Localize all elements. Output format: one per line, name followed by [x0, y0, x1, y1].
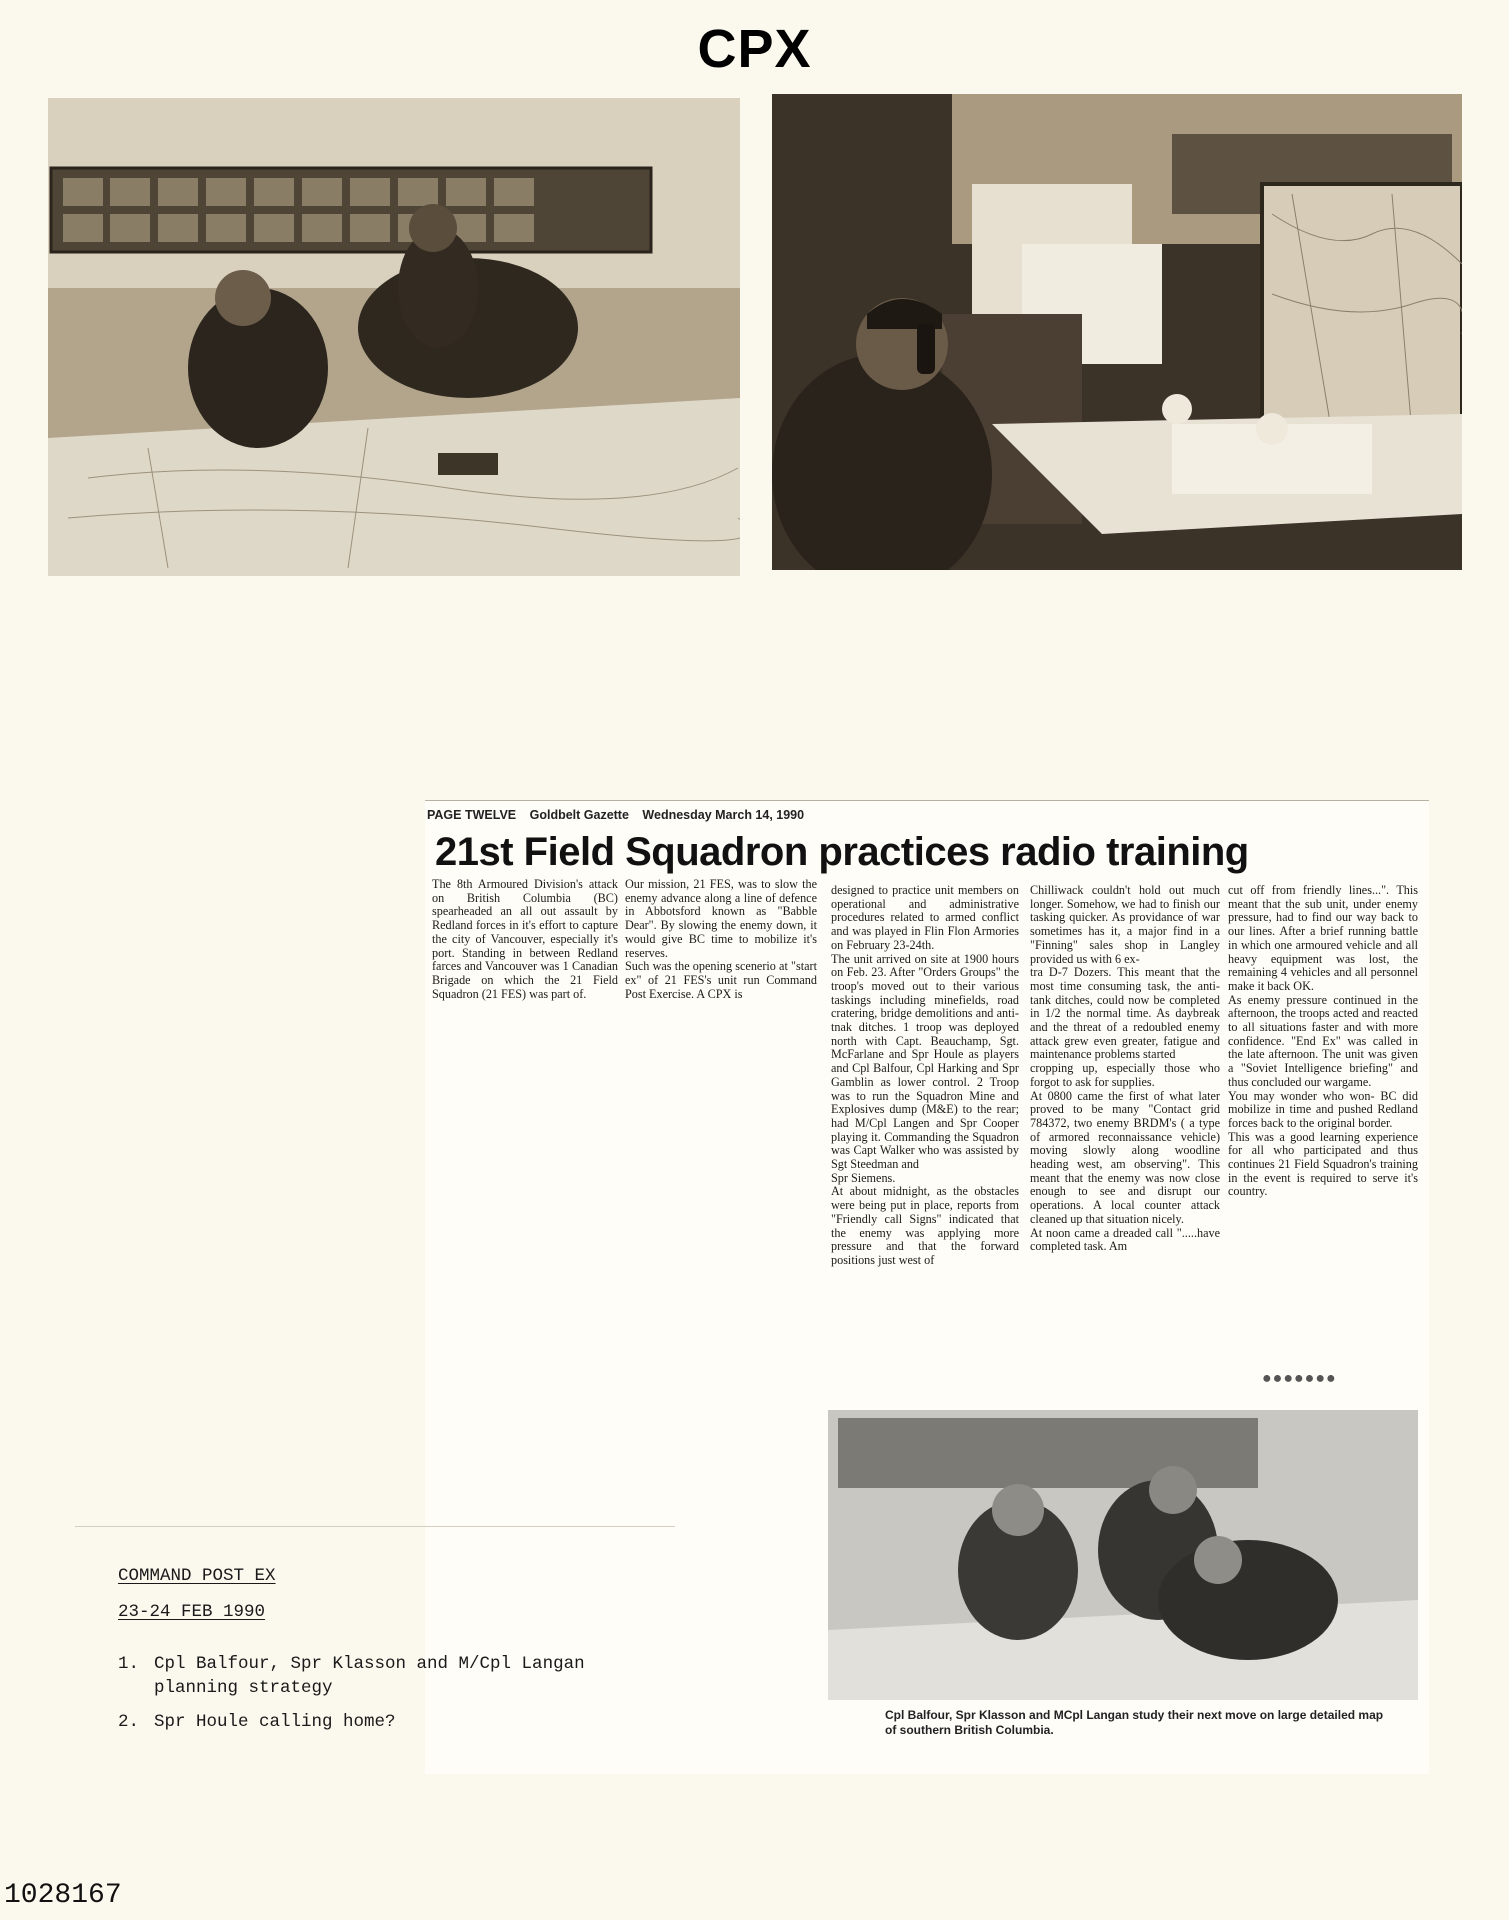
- note-item: [118, 1710, 678, 1734]
- article-column-1: The 8th Armoured Division's attack on British Columbia (BC) spearheaded an all out assault by Redland forces in it's effort to capture the city of Vancouver, especially it's port. Standing in between Redland farces and Vancouver was 1 Canadian Brigade on which the 21 Field Squadron (21 FES) was part of.: [432, 878, 618, 1001]
- article-column-5: cut off from friendly lines...". This meant that the sub unit, under enemy pressure, had to find our way back to our lines. After a brief running battle in which one armoured vehicle and all heavy equipment was lost, the remaining 4 vehicles and all personnel make it back OK. As enemy pressure continued in the afternoon, the troops acted and reacted to all situations faster and with more confidence. "End Ex" was called in the late afternoon. The unit was given a "Soviet Intelligence briefing" and thus concluded our wargame. You may wonder who won- BC did mobilize in time and pushed Redland forces back to the original border. This was a good learning experience for all who participated and thus continues 21 Field Squadron's training in the event is required to serve it's country.: [1228, 884, 1418, 1199]
- note-item-list: [118, 1652, 678, 1744]
- clipping-header: [427, 808, 814, 822]
- clipping-header-rule: [425, 800, 1429, 801]
- article-column-3: designed to practice unit members on operational and administrative procedures related to armed conflict and was played in Flin Flon Armories on February 23-24th. The unit arrived on site at 1900 hours on Feb. 23. After "Orders Groups" the troop's moved out to their various taskings including minefields, road cratering, bridge demolitions and anti-tnak ditches. 1 troop was deployed north with Capt. Beauchamp, Sgt. McFarlane and Spr Houle as players and Cpl Balfour, Cpl Harking and Spr Gamblin as lower control. 2 Troop was to run the Squadron Mine and Explosives dump (M&E) to the rear; had M/Cpl Langen and Spr Cooper playing it. Commanding the Squadron was Capt Walker who was assisted by Sgt Steedman and Spr Siemens. At about midnight, as the obstacles were being put in place, reports from "Friendly call Signs" indicated that the enemy was applying more pressure and that the forward positions just west of: [831, 884, 1019, 1267]
- clipping-paper-name: Goldbelt Gazette: [529, 808, 629, 822]
- clipping-date: Wednesday March 14, 1990: [642, 808, 805, 822]
- article-separator: ●●●●●●●: [1262, 1370, 1337, 1387]
- photo-calling-home: [772, 94, 1462, 570]
- note-item-text: Cpl Balfour, Spr Klasson and M/Cpl Langan planning strategy: [154, 1654, 585, 1698]
- article-column-4: Chilliwack couldn't hold out much longer. Somehow, we had to finish our tasking quicker. As providance of war sometimes has it, a major find in a "Finning" sales shop in Langley provided us with 6 ex- tra D-7 Dozers. This meant that the most time consuming task, the anti-tank ditches, could now be completed in 1/2 the normal time. As daybreak and the threat of a redoubled enemy attack grew even greater, fatigue and maintenance problems started cropping up, especially those who forgot to ask for supplies. At 0800 came the first of what later proved to be many "Contact grid 784372, two enemy BRDM's ( a type of armored reconnaissance vehicle) moving slowly along woodline heading west, am observing". This meant that the enemy was now close enough to see and disrupt our operations. A local counter attack cleaned up that situation nicely. At noon came a dreaded call ".....have completed task. Am: [1030, 884, 1220, 1254]
- note-title: COMMAND POST EX: [118, 1566, 276, 1586]
- note-item-text: Spr Houle calling home?: [154, 1712, 396, 1732]
- note-item: [118, 1652, 678, 1700]
- article-column-2: Our mission, 21 FES, was to slow the enemy advance along a line of defence in Abbotsford known as "Babble Dear". By slowing the enemy down, it would give BC time to mobilize it's reserves. Such was the opening scenerio at "start ex" of 21 FES's unit run Command Post Exercise. A CPX is: [625, 878, 817, 1001]
- note-item-number: 2.: [118, 1712, 140, 1732]
- newspaper-photo: [828, 1410, 1418, 1700]
- article-headline: 21st Field Squadron practices radio training: [435, 830, 1249, 874]
- note-dates: 23-24 FEB 1990: [118, 1602, 266, 1622]
- photo-planning-strategy: [48, 98, 740, 576]
- clipping-page-label: PAGE TWELVE: [427, 808, 517, 822]
- document-id: 1028167: [4, 1880, 122, 1911]
- page-title: CPX: [697, 19, 812, 79]
- note-item-number: 1.: [118, 1654, 140, 1674]
- note-divider: [75, 1526, 675, 1527]
- newspaper-photo-caption: Cpl Balfour, Spr Klasson and MCpl Langan study their next move on large detailed map of southern British Columbia.: [885, 1708, 1384, 1737]
